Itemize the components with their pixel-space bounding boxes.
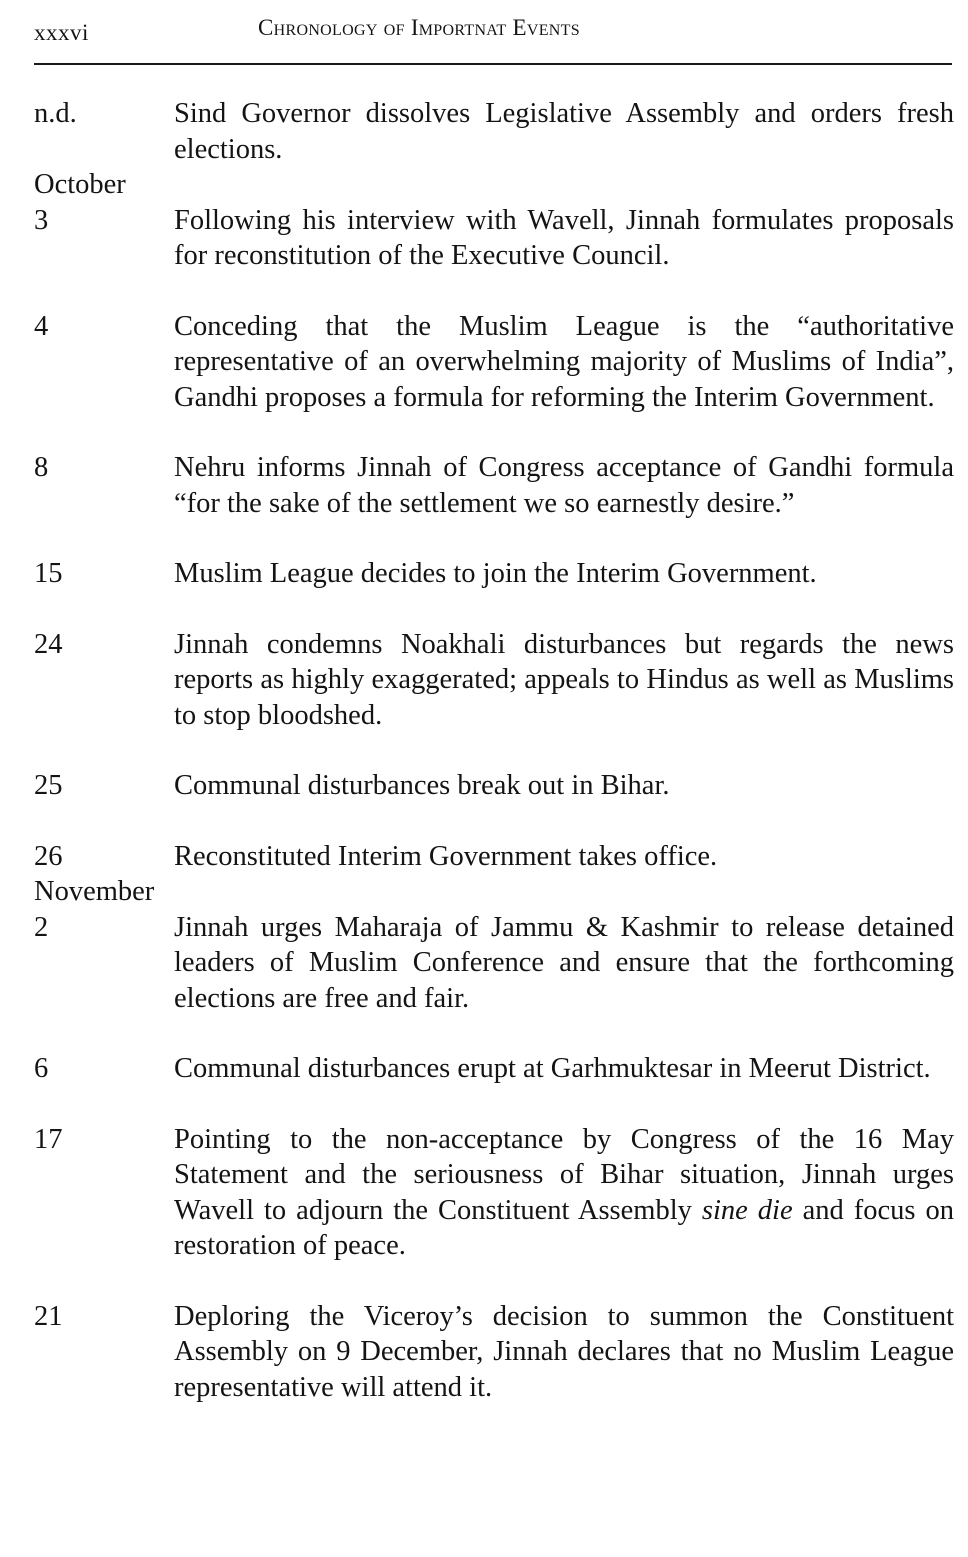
month-heading-october: October [34,169,126,200]
entry-oct-15 [34,556,954,592]
entry-text: Jinnah urges Maharaja of Jammu & Kashmir to release detained leaders of Muslim Conference and ensure that the forthcoming elections are free and fair. [174,911,954,1014]
entry-text: Following his interview with Wavell, Jinnah formulates proposals for reconstitution of the Executive Council. [174,204,954,271]
entry-date: 24 [34,628,63,660]
entry-date: 4 [34,310,49,342]
entry-nov-21 [34,1299,954,1406]
entry-text-italic: sine die [701,1194,793,1226]
entry-oct-24 [34,627,954,734]
entry-date: 15 [34,558,63,589]
entry-oct-3 [34,203,954,274]
entry-oct-4 [34,309,954,416]
entry-oct-25 [34,768,954,804]
entry-nov-2 [34,910,954,1017]
month-heading-november: November [34,876,155,907]
entry-text-part: and focus on restoration of peace. [174,1194,954,1261]
entry-date: 3 [34,204,49,236]
entry-date: 26 [34,840,63,872]
chronology-list [34,96,954,1405]
entry-nd [34,96,954,167]
entry-date: 25 [34,770,63,801]
entry-text: Reconstituted Interim Government takes office. [174,840,718,872]
entry-date: 17 [34,1123,63,1155]
entry-text [174,1122,954,1264]
entry-date: 21 [34,1300,63,1332]
entry-date: 8 [34,452,49,483]
entry-date: 2 [34,911,49,943]
entry-nov-6 [34,1051,954,1087]
entry-text: Conceding that the Muslim League is the “authoritative representative of an overwhelming majority of Muslims of India”, Gandhi proposes a formula for reforming the Interim Government. [174,310,954,413]
entry-nov-17 [34,1122,954,1264]
entry-text: Sind Governor dissolves Legislative Assembly and orders fresh elections. [174,98,954,165]
entry-text: Muslim League decides to join the Interim Government. [174,558,817,589]
entry-oct-26 [34,839,954,875]
entry-text-part: Pointing to the non-acceptance by Congress of the 16 May Statement and the seriousness of Bihar situation, Jinnah urges Wavell to adjourn the Constituent Assembly [174,1123,954,1226]
entry-date: 6 [34,1053,49,1084]
running-head: Chronology of Importnat Events [258,15,580,40]
entry-text: Communal disturbances break out in Bihar. [174,770,670,801]
header-rule [34,63,952,65]
entry-text: Communal disturbances erupt at Garhmuktesar in Meerut District. [174,1053,931,1084]
entry-oct-8 [34,450,954,521]
entry-date: n.d. [34,98,77,129]
page-number: xxxvi [34,20,89,45]
entry-text: Deploring the Viceroy’s decision to summon the Constituent Assembly on 9 December, Jinnah declares that no Muslim League representative will attend it. [174,1300,954,1403]
entry-text: Nehru informs Jinnah of Congress acceptance of Gandhi formula “for the sake of the settlement we so earnestly desire.” [174,452,954,519]
entry-text: Jinnah condemns Noakhali disturbances but regards the news reports as highly exaggerated; appeals to Hindus as well as Muslims to stop bloodshed. [174,628,954,731]
